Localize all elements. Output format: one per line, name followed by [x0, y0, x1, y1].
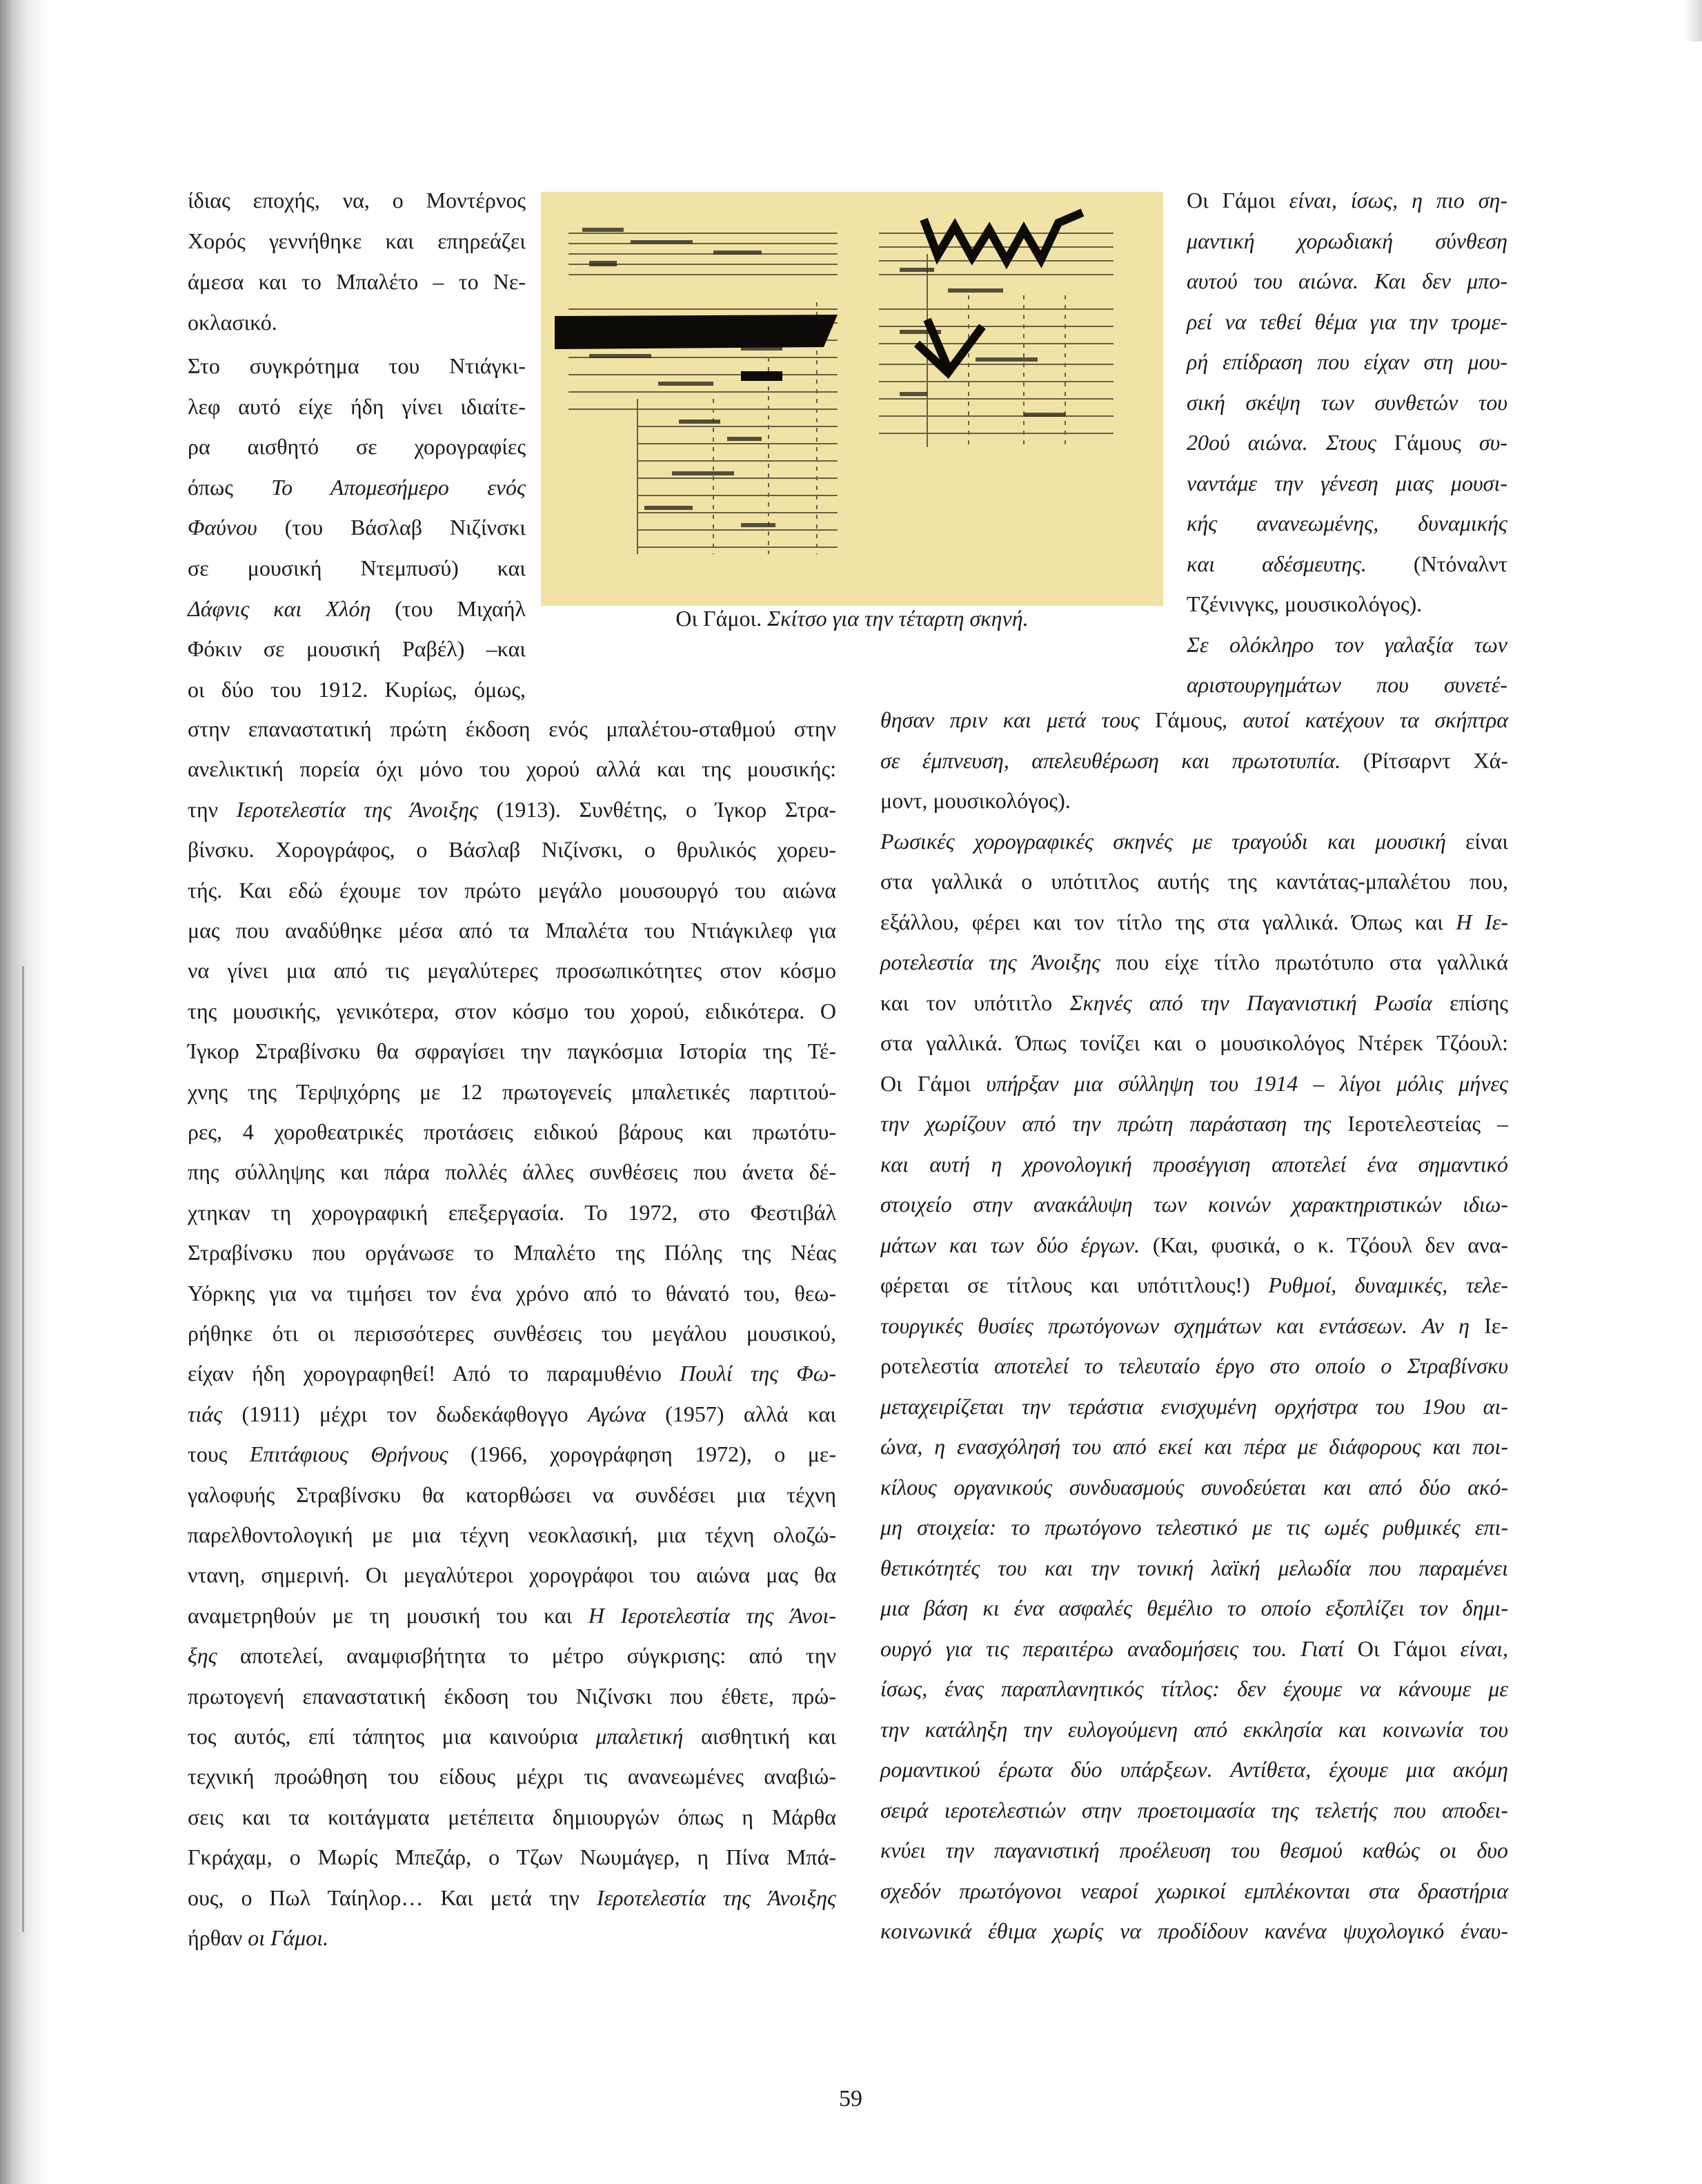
- binding-thread: [22, 966, 24, 1932]
- text-run: σε μουσική Ντεμπυσύ) και: [188, 555, 526, 580]
- text-run: τής. Και εδώ έχουμε τον πρώτο μεγάλο μουσουργό του αιώνα: [188, 877, 836, 903]
- text-line: [188, 635, 526, 662]
- text-run: της μουσικής, γενικότερα, στον κόσμο του χορού, ειδικότερα. Ο: [188, 998, 836, 1023]
- text-run: σχεδόν πρωτόγονοι νεαροί χωρικοί εμπλέκονται στα δραστήρια: [880, 1878, 1508, 1903]
- text-line: [1187, 671, 1507, 698]
- text-run: την κατάληξη την ευλογούμενη από εκκλησία και κοινωνία του: [880, 1716, 1508, 1742]
- text-line: [188, 186, 526, 214]
- text-line: [1187, 631, 1507, 658]
- text-line: [188, 433, 526, 460]
- text-run: Οι Γάμοι: [1357, 1635, 1461, 1661]
- text-run: ήρθαν: [188, 1925, 248, 1950]
- text-line: [880, 1473, 1508, 1501]
- text-run: τος αυτός, επί τάπητος μια καινούρια: [188, 1724, 596, 1749]
- text-line: [880, 1796, 1508, 1824]
- text-line: [188, 1319, 836, 1347]
- text-line: [1187, 550, 1507, 578]
- text-line: [880, 1675, 1508, 1702]
- text-line: [188, 1279, 836, 1307]
- text-run: , αυτοί κατέχουν τα σκήπτρα: [1222, 707, 1509, 732]
- text-line: [1187, 348, 1507, 375]
- text-line: [880, 706, 1508, 734]
- text-run: κίλους οργανικούς συνδυασμούς συνοδεύεται και από δύο ακό-: [880, 1474, 1508, 1499]
- text-run: Αγώνα: [587, 1401, 646, 1426]
- text-line: [880, 1513, 1508, 1541]
- text-run: (του Μιχαήλ: [370, 596, 526, 621]
- text-line: [188, 1924, 836, 1951]
- text-line: [188, 473, 526, 501]
- text-line: [188, 1400, 836, 1428]
- text-line: [188, 755, 836, 783]
- text-run: Ιεροτελεστία της Άνοιξης: [596, 1885, 837, 1910]
- text-run: χνης της Τερψιχόρης με 12 πρωτογενείς μπαλετικές παρτιτού-: [188, 1079, 836, 1104]
- text-run: Τζένινγκς, μουσικολόγος).: [1187, 591, 1423, 616]
- text-run: ροτελεστία της Άνοιξης: [880, 950, 1100, 974]
- text-line: [188, 1682, 836, 1710]
- text-run: μοντ, μουσικολόγος).: [880, 788, 1071, 813]
- text-run: 20ού αιώνα. Στους: [1187, 430, 1394, 455]
- text-run: ανελικτική πορεία όχι μόνο του χορού αλλά και της μουσικής:: [188, 756, 836, 782]
- text-run: Οι Γάμοι: [880, 1070, 987, 1096]
- text-run: Φαύνου: [188, 515, 257, 540]
- text-line: [188, 1762, 836, 1790]
- text-run: μια βάση κι ένα ασφαλές θεμέλιο το οποίο εξοπλίζει τον δημι-: [880, 1595, 1508, 1620]
- text-run: ίδιας εποχής, να, ο Μοντέρνος: [188, 188, 526, 213]
- text-run: την χωρίζουν από την πρώτη παράσταση της: [880, 1111, 1348, 1136]
- text-line: [1187, 388, 1507, 416]
- text-run: φέρεται σε τίτλους και υπότιτλους!): [880, 1272, 1269, 1297]
- text-run: αυτού του αιώνα. Και δεν μπο-: [1187, 268, 1507, 293]
- text-run: που είχε τίτλο πρωτότυπο στα γαλλικά: [1100, 950, 1508, 974]
- text-run: αποτελεί, αναμφισβήτητα το μέτρο σύγκρισης: από την: [217, 1643, 836, 1669]
- text-line: [880, 989, 1508, 1016]
- text-run: αναμετρηθούν με τη μουσική του και: [188, 1602, 588, 1628]
- text-run: σειρά ιεροτελεστιών στην προετοιμασία της τελετής που αποδει-: [880, 1797, 1508, 1822]
- text-line: [188, 513, 526, 541]
- text-run: Η Ιε-: [1456, 909, 1509, 934]
- text-run: παρελθοντολογική με μια τέχνη νεοκλασική, μια τέχνη ολοζώ-: [188, 1522, 836, 1547]
- text-run: σική σκέψη των συνθετών του: [1187, 389, 1507, 415]
- text-line: [188, 876, 836, 904]
- text-line: [188, 1843, 836, 1871]
- text-line: [880, 867, 1508, 895]
- text-line: [188, 554, 526, 582]
- text-run: ναντάμε την γένεση μιας μουσι-: [1187, 470, 1507, 495]
- text-line: [1187, 267, 1507, 295]
- text-run: Φόκιν σε μουσική Ραβέλ) –και: [188, 636, 526, 662]
- text-line: [880, 1070, 1508, 1097]
- text-run: αισθητική και: [683, 1724, 836, 1749]
- book-spine-shadow: [0, 0, 48, 2184]
- text-line: [880, 1836, 1508, 1864]
- text-run: Ιε-: [1484, 1312, 1508, 1338]
- text-run: Σκηνές από την Παγανιστική Ρωσία: [1069, 990, 1432, 1015]
- text-line: [188, 956, 836, 984]
- text-run: (1911) μέχρι τον δωδεκάφθογγο: [222, 1401, 588, 1426]
- text-line: [188, 1239, 836, 1266]
- text-run: (Και, φυσικά, ο κ. Τζόουλ δεν ανα-: [1140, 1232, 1508, 1257]
- text-line: [188, 393, 526, 420]
- text-run: ρή επίδραση που είχαν στη μου-: [1187, 349, 1507, 374]
- text-run: είναι,: [1460, 1635, 1509, 1661]
- text-run: ους, ο Πωλ Ταίηλορ… Και μετά την: [188, 1885, 597, 1910]
- text-line: [188, 268, 526, 295]
- text-run: λεφ αυτό είχε ήδη γίνει ιδιαίτε-: [188, 393, 526, 419]
- text-run: μαντική χορωδιακή σύνθεση: [1187, 228, 1507, 253]
- text-run: ρες, 4 χοροθεατρικές προτάσεις ειδικού βάρους και πρωτότυ-: [188, 1119, 836, 1144]
- text-run: θησαν πριν και μετά τους: [880, 707, 1156, 732]
- text-run: Στο συγκρότημα του Ντιάγκι-: [188, 353, 526, 378]
- text-run: ροτελεστία: [880, 1353, 979, 1378]
- text-line: [880, 827, 1508, 855]
- text-run: κνύει την παγανιστική προέλευση του θεσμού καθώς οι δυο: [880, 1838, 1508, 1862]
- text-line: [188, 1078, 836, 1105]
- text-run: στοιχείο στην ανακάλυψη των κοινών χαρακτηριστικών ιδιω-: [880, 1192, 1508, 1217]
- text-line: [880, 1554, 1508, 1582]
- text-run: πης σύλληψης και πάρα πολλές άλλες συνθέσεις που άνετα δέ-: [188, 1159, 836, 1185]
- text-line: [880, 747, 1508, 774]
- text-line: [188, 1561, 836, 1588]
- text-run: Ιεροτελεστία της Άνοιξης: [236, 796, 478, 822]
- text-run: την: [188, 796, 237, 822]
- text-run: μεταχειρίζεται την τεράστια ενισχυμένη ορχήστρα του 19ου αι-: [880, 1393, 1508, 1419]
- text-line: [880, 1755, 1508, 1783]
- text-run: είχαν ήδη χορογραφηθεί! Από το παραμυθένιο: [188, 1361, 680, 1386]
- text-line: [188, 1158, 836, 1186]
- text-line: [880, 948, 1508, 976]
- text-line: [880, 1312, 1508, 1339]
- text-line: [188, 715, 836, 742]
- text-line: [880, 1635, 1508, 1662]
- text-line: [188, 352, 526, 380]
- text-run: Οι Γάμοι: [1187, 188, 1289, 213]
- text-run: τους: [188, 1442, 250, 1467]
- text-line: [880, 1433, 1508, 1460]
- text-run: τιάς: [188, 1401, 223, 1426]
- text-line: [188, 1803, 836, 1831]
- text-line: [880, 1110, 1508, 1137]
- text-run: θετικότητές του και την τονική λαϊκή μελωδία που παραμένει: [880, 1555, 1508, 1580]
- text-run: και τον υπότιτλο: [880, 990, 1070, 1015]
- text-line: [188, 595, 526, 622]
- text-line: [188, 1118, 836, 1145]
- text-run: στην επαναστατική πρώτη έκδοση ενός μπαλέτου-σταθμού στην: [188, 716, 836, 741]
- text-line: [188, 1602, 836, 1629]
- text-run: Ρυθμοί, δυναμικές, τελε-: [1268, 1272, 1509, 1297]
- score-sketch-image: [541, 192, 1163, 606]
- text-run: Σε ολόκληρο τον γαλαξία των: [1187, 631, 1507, 657]
- text-run: (Ντόναλντ: [1366, 551, 1507, 576]
- text-run: Χορός γεννήθηκε και επηρεάζει: [188, 228, 526, 253]
- text-run: μπαλετική: [595, 1724, 684, 1749]
- text-run: χτηκαν τη χορογραφική επεξεργασία. Το 1972, στο Φεστιβάλ: [188, 1199, 836, 1225]
- text-run: ντανη, σημερινή. Οι μεγαλύτεροι χορογράφοι του αιώνα μας θα: [188, 1562, 836, 1588]
- text-run: Ίγκορ Στραβίνσκυ θα σφραγίσει την παγκόσμια Ιστορία της Τέ-: [188, 1039, 836, 1064]
- text-run: κοινωνικά έθιμα χωρίς να προδίδουν κανένα ψυχολογικό έναυ-: [880, 1918, 1508, 1943]
- text-line: [1187, 429, 1507, 456]
- text-run: ρεί να τεθεί θέμα για την τρομε-: [1187, 308, 1507, 334]
- text-run: πρωτογενή επαναστατική έκδοση του Νιζίνσκι που έθετε, πρώ-: [188, 1683, 836, 1709]
- text-run: Πουλί της Φω-: [680, 1361, 837, 1386]
- text-line: [1187, 186, 1507, 214]
- text-run: (1966, χορογράφηση 1972), ο με-: [448, 1442, 837, 1467]
- text-run: αποτελεί το τελευταίο έργο στο οποίο ο Στραβίνσκυ: [978, 1353, 1508, 1378]
- text-line: [188, 1037, 836, 1065]
- text-line: [880, 1917, 1508, 1945]
- text-run: μη στοιχεία: το πρωτόγονο τελεστικό με τις ωμές ρυθμικές επι-: [880, 1515, 1508, 1539]
- text-line: [188, 1199, 836, 1226]
- text-line: [1187, 469, 1507, 497]
- text-line: [880, 1352, 1508, 1379]
- text-line: [880, 787, 1508, 814]
- text-line: [188, 1359, 836, 1387]
- text-run: όπως: [188, 474, 272, 500]
- text-line: [188, 227, 526, 255]
- text-run: Δάφνις και Χλόη: [188, 596, 371, 621]
- text-run: σεις και τα κοιτάγματα μετέπειτα δημιουργών όπως η Μάρθα: [188, 1804, 836, 1829]
- text-run: Ρωσικές χορογραφικές σκηνές με τραγούδι και μουσική: [880, 828, 1446, 854]
- text-line: [1187, 227, 1507, 255]
- text-run: κής ανανεωμένης, δυναμικής: [1187, 511, 1507, 535]
- text-run: μας που αναδύθηκε μέσα από τα Μπαλέτα του Ντιάγκιλεφ για: [188, 918, 836, 943]
- text-line: [880, 1231, 1508, 1259]
- text-line: [880, 1150, 1508, 1178]
- text-run: ρομαντικού έρωτα δύο υπάρξεων. Αντίθετα, έχουμε μια ακόμη: [880, 1757, 1508, 1782]
- caption-description: Σκίτσο για την τέταρτη σκηνή.: [767, 606, 1029, 631]
- figure-caption: [541, 604, 1163, 632]
- text-run: –: [1481, 1111, 1509, 1136]
- text-run: και αυτή η χρονολογική προσέγγιση αποτελεί ένα σημαντικό: [880, 1151, 1508, 1177]
- text-line: [188, 836, 836, 863]
- text-run: τουργικές θυσίες πρωτόγονων σχημάτων και εντάσεων. Αν η: [880, 1312, 1485, 1338]
- text-run: συ-: [1478, 430, 1507, 455]
- text-line: [880, 1393, 1508, 1420]
- text-run: αριστουργημάτων που συνετέ-: [1187, 672, 1507, 697]
- text-line: [188, 997, 836, 1025]
- text-run: ρήθηκε ότι οι περισσότερες συνθέσεις του μεγάλου μουσικού,: [188, 1321, 836, 1346]
- text-run: οι Γάμοι.: [248, 1925, 329, 1950]
- text-run: οι δύο του 1912. Κυρίως, όμως,: [188, 676, 526, 702]
- text-line: [880, 1877, 1508, 1905]
- text-run: μάτων και των δύο έργων.: [880, 1232, 1140, 1257]
- text-run: Γάμους: [1394, 430, 1479, 455]
- text-line: [880, 1271, 1508, 1299]
- text-run: στα γαλλικά ο υπότιτλος αυτής της καντάτας-μπαλέτου που,: [880, 869, 1508, 894]
- page-edge: [1684, 0, 1702, 41]
- text-run: σε έμπνευση, απελευθέρωση και πρωτοτυπία.: [880, 747, 1341, 773]
- page-number: 59: [839, 2086, 862, 2112]
- text-run: Ιεροτελεστείας: [1347, 1111, 1481, 1136]
- text-run: τεχνική προώθηση του είδους μέχρι τις ανανεωμένες αναβιώ-: [188, 1764, 836, 1789]
- text-run: (1913). Συνθέτης, ο Ίγκορ Στρα-: [477, 796, 837, 822]
- text-line: [188, 1642, 836, 1669]
- text-run: εξάλλου, φέρει και τον τίτλο της στα γαλλικά. Όπως και: [880, 909, 1456, 934]
- text-line: [188, 676, 526, 703]
- text-run: Γκράχαμ, ο Μωρίς Μπεζάρ, ο Τζων Νωυμάγερ, η Πίνα Μπά-: [188, 1844, 836, 1870]
- text-line: [880, 1190, 1508, 1218]
- text-line: [880, 1594, 1508, 1622]
- text-line: [1187, 509, 1507, 537]
- text-run: και αδέσμευτης.: [1187, 551, 1367, 576]
- text-run: (Ρίτσαρντ Χά-: [1340, 747, 1509, 773]
- text-run: ώνα, η ενασχόλησή του από εκεί και πέρα με διάφορους και ποι-: [880, 1434, 1508, 1459]
- text-run: ίσως, ένας παραπλανητικός τίτλος: δεν έχουμε να κάνουμε με: [880, 1676, 1508, 1701]
- text-line: [188, 1521, 836, 1548]
- text-run: ρα αισθητό σε χορογραφίες: [188, 434, 526, 460]
- text-run: οκλασικό.: [188, 310, 277, 335]
- text-line: [1187, 308, 1507, 335]
- text-run: να γίνει μια από τις μεγαλύτερες προσωπικότητες στον κόσμο: [188, 958, 836, 983]
- text-run: γαλοφυής Στραβίνσκυ θα κατορθώσει να συνδέσει μια τέχνη: [188, 1482, 836, 1507]
- text-line: [880, 908, 1508, 936]
- text-run: είναι: [1445, 828, 1509, 854]
- text-line: [880, 1029, 1508, 1056]
- text-run: επίσης: [1432, 990, 1509, 1015]
- text-run: Γάμους: [1155, 707, 1223, 732]
- text-run: βίνσκυ. Χορογράφος, ο Βάσλαβ Νιζίνσκι, ο θρυλικός χορευ-: [188, 837, 836, 863]
- text-line: [188, 1722, 836, 1750]
- text-run: στα γαλλικά. Όπως τονίζει και ο μουσικολόγος Ντέρεκ Τζόουλ:: [880, 1030, 1508, 1055]
- text-run: (1957) αλλά και: [645, 1401, 837, 1426]
- text-line: [1187, 590, 1507, 618]
- text-run: Το Απομεσήμερο ενός: [271, 474, 526, 500]
- text-line: [188, 796, 836, 823]
- text-run: ξης: [188, 1643, 217, 1669]
- text-run: Υόρκης για να τιμήσει τον ένα χρόνο από το θάνατό του, θεω-: [188, 1280, 836, 1306]
- caption-title: Οι Γάμοι.: [675, 606, 768, 631]
- text-run: είναι, ίσως, η πιο ση-: [1289, 188, 1508, 213]
- text-run: υπήρξαν μια σύλληψη του 1914 – λίγοι μόλις μήνες: [986, 1070, 1509, 1096]
- text-line: [188, 1481, 836, 1508]
- text-run: ουργό για τις περαιτέρω αναδομήσεις του. Γιατί: [880, 1635, 1358, 1661]
- text-run: (του Βάσλαβ Νιζίνσκι: [257, 515, 526, 540]
- text-run: Επιτάφιους Θρήνους: [249, 1442, 448, 1467]
- text-run: άμεσα και το Μπαλέτο – το Νε-: [188, 269, 526, 294]
- text-line: [188, 1884, 836, 1911]
- text-line: [188, 1440, 836, 1468]
- text-line: [188, 916, 836, 944]
- text-run: Στραβίνσκυ που οργάνωσε το Μπαλέτο της Πόλης της Νέας: [188, 1240, 836, 1266]
- text-line: [880, 1715, 1508, 1743]
- text-line: [188, 308, 526, 336]
- text-run: Η Ιεροτελεστία της Άνοι-: [588, 1602, 836, 1628]
